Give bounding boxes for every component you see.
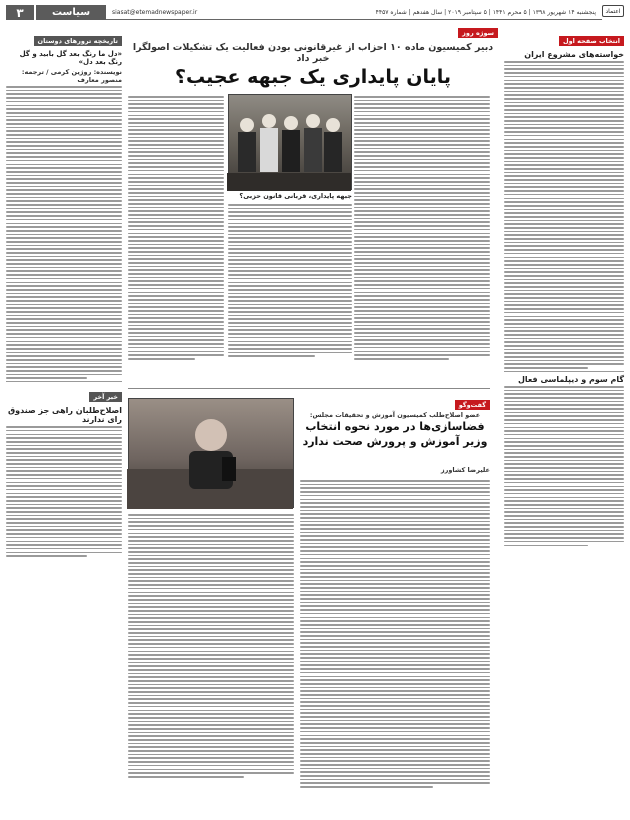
interview-title-1: فضاسازی‌ها در مورد نحوه انتخاب (305, 420, 485, 433)
interview-body-right (300, 478, 490, 814)
masthead-info (106, 5, 602, 20)
interview-body-left (128, 512, 294, 814)
section-tab: سیاست (36, 5, 106, 20)
site-email: siasat@etemadnewspaper.ir (112, 8, 198, 16)
left-column (6, 28, 122, 814)
lead-story-kicker: دبیر کمیسیون ماده ۱۰ احزاب از غیرقانونی بودن فعالیت یک تشکیلات اصولگرا خبر داد (132, 42, 494, 64)
page-number: ۳ (6, 5, 34, 20)
right-column-body-2 (504, 386, 624, 546)
interview-author: علیرضا کشاورز (440, 466, 490, 474)
divider (128, 388, 490, 389)
dateline: پنجشنبه ۱۴ شهریور ۱۳۹۸ | ۵ محرم ۱۴۴۱ | ۵ سپتامبر ۲۰۱۹ | سال هفدهم | شماره ۴۴۵۷ (375, 8, 596, 16)
group-photo-figures (227, 95, 351, 191)
portrait-figure (127, 399, 293, 509)
left-bottom-body (6, 426, 122, 557)
portrait-photo (128, 398, 294, 508)
left-bottom-label: خبر آخر (89, 392, 122, 402)
lead-story-body-left (128, 94, 224, 384)
lead-photo-caption: جبهه پایداری، قربانی قانون حزبی؟ (239, 192, 352, 200)
left-bottom-title: اصلاح‌طلبان راهی جز صندوق رای ندارند (7, 406, 122, 425)
right-column-body (504, 61, 624, 369)
right-column-label: انتخاب صفحه اول (559, 36, 624, 46)
left-column-body (6, 86, 122, 379)
left-column-author: نویسنده: روژین کرمی / ترجمه: منصور معارف (21, 68, 122, 84)
left-column-label: تاریخچه ترورهای دوستان (34, 36, 122, 46)
lead-story-header (128, 28, 498, 92)
right-column (504, 28, 624, 814)
left-column-title: «دل ما رنگ بعد گل بابید و گل رنگ بعد دل» (19, 50, 122, 66)
lead-photo (228, 94, 352, 200)
newspaper-logo: اعتماد (602, 5, 624, 17)
group-photo (228, 94, 352, 190)
interview-kicker: عضو اصلاح‌طلب کمیسیون آموزش و تحقیقات مجلس: (309, 411, 481, 419)
lead-story-title: پایان پایداری یک جبهه عجیب؟ (174, 66, 452, 88)
interview-header (300, 392, 490, 462)
lead-story-body-right (354, 94, 490, 384)
right-column-second-title: گام سوم و دیپلماسی فعال (517, 374, 624, 384)
lead-story-body-middle (228, 202, 352, 384)
interview-title-2: وزیر آموزش و پرورش صحت ندارد (302, 435, 488, 448)
right-column-title: خواسته‌های مشروع ایران (524, 50, 624, 59)
masthead-bar (6, 5, 624, 20)
interview-photo (128, 398, 294, 508)
interview-label: گفت‌وگو (455, 400, 490, 410)
lead-story-label: سوژه روز (458, 28, 498, 38)
